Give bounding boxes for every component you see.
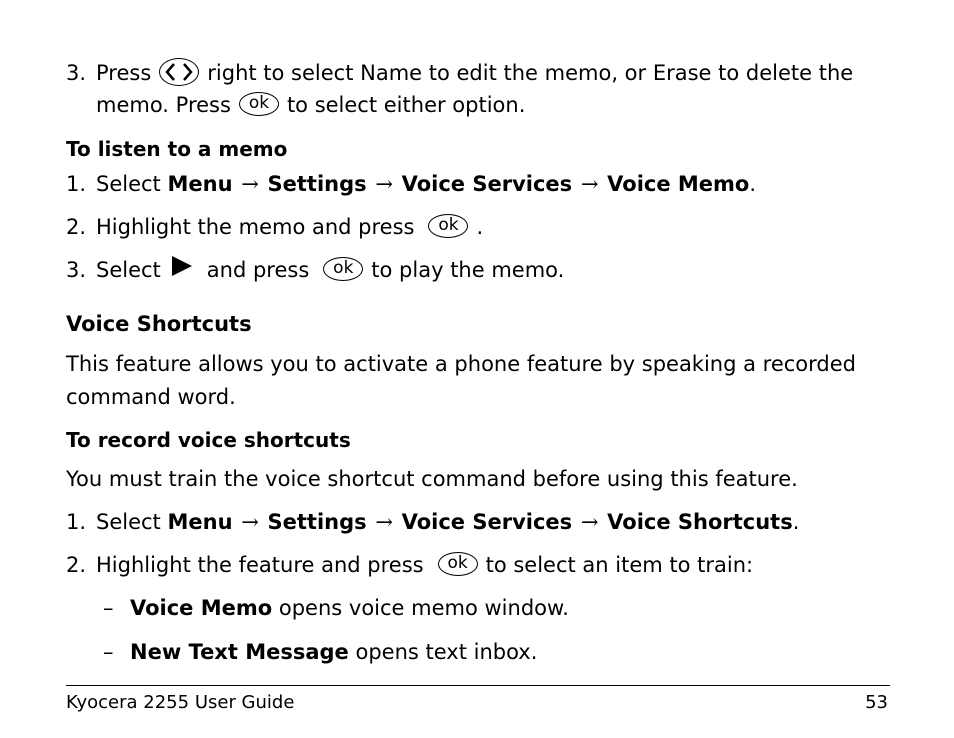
arrow-icon: → xyxy=(580,510,599,534)
step-text: . xyxy=(749,172,757,196)
paragraph-line: You must train the voice shortcut command before using this feature. xyxy=(66,467,798,491)
ok-key-icon: ok xyxy=(438,552,478,576)
step-text: Highlight the feature and press xyxy=(96,553,424,577)
menu-label: Voice Services xyxy=(401,510,573,534)
section-heading-record: To record voice shortcuts xyxy=(66,428,351,452)
menu-label: Settings xyxy=(267,172,367,196)
page-number: 53 xyxy=(865,692,888,713)
arrow-icon: → xyxy=(375,510,393,534)
menu-label: Settings xyxy=(267,510,367,534)
menu-label: Menu xyxy=(167,172,233,196)
step-text: to play the memo. xyxy=(371,258,565,282)
play-icon xyxy=(169,253,195,288)
list-bullet: – xyxy=(103,640,114,664)
section-heading-voice-shortcuts: Voice Shortcuts xyxy=(66,312,252,336)
ok-key-icon: ok xyxy=(428,214,468,238)
step-text: to select an item to train: xyxy=(485,553,754,577)
step-text: . xyxy=(792,510,800,534)
step-text: Select xyxy=(96,258,161,282)
arrow-icon: → xyxy=(241,510,259,534)
menu-label: Voice Memo xyxy=(607,172,750,196)
step-text: . xyxy=(476,215,484,239)
step-number: 1. xyxy=(66,510,87,534)
listen-step-3 xyxy=(96,254,564,288)
listen-step-1 xyxy=(96,168,756,200)
step-number: 3. xyxy=(66,258,87,282)
section-heading-listen: To listen to a memo xyxy=(66,137,288,161)
step-number: 3. xyxy=(66,61,87,85)
ok-key-icon: ok xyxy=(239,92,279,116)
step-number: 1. xyxy=(66,172,87,196)
menu-label: Voice Services xyxy=(401,172,573,196)
item-label: Voice Memo xyxy=(130,596,273,620)
step-number: 2. xyxy=(66,215,87,239)
step-text: Highlight the memo and press xyxy=(96,215,415,239)
paragraph-line: command word. xyxy=(66,385,236,409)
step-3-continued xyxy=(96,89,525,121)
step-text: Select xyxy=(96,510,161,534)
step-text: Select xyxy=(96,172,161,196)
footer-title: Kyocera 2255 User Guide xyxy=(66,692,295,713)
arrow-icon: → xyxy=(375,172,393,196)
step-text: to select either option. xyxy=(286,93,526,117)
step-3-navigate xyxy=(96,57,853,89)
arrow-icon: → xyxy=(580,172,599,196)
ok-key-icon: ok xyxy=(323,257,363,281)
listen-step-2 xyxy=(96,211,483,243)
list-bullet: – xyxy=(103,596,114,620)
menu-label: Voice Shortcuts xyxy=(607,510,793,534)
step-number: 2. xyxy=(66,553,87,577)
step-text: right to select Name to edit the memo, or Erase to delete the xyxy=(207,61,854,85)
step-text: and press xyxy=(206,258,310,282)
arrow-icon: → xyxy=(241,172,259,196)
item-text: opens text inbox. xyxy=(348,640,538,664)
list-item xyxy=(130,592,569,624)
paragraph-line: This feature allows you to activate a phone feature by speaking a recorded xyxy=(66,352,856,376)
record-step-2 xyxy=(96,549,753,581)
list-item xyxy=(130,636,537,668)
record-step-1 xyxy=(96,506,799,538)
item-label: New Text Message xyxy=(130,640,349,664)
footer-divider xyxy=(66,685,890,686)
menu-label: Menu xyxy=(167,510,233,534)
step-text: Press xyxy=(96,61,152,85)
item-text: opens voice memo window. xyxy=(272,596,569,620)
navigation-key-icon xyxy=(159,58,199,86)
step-text: memo. Press xyxy=(96,93,231,117)
